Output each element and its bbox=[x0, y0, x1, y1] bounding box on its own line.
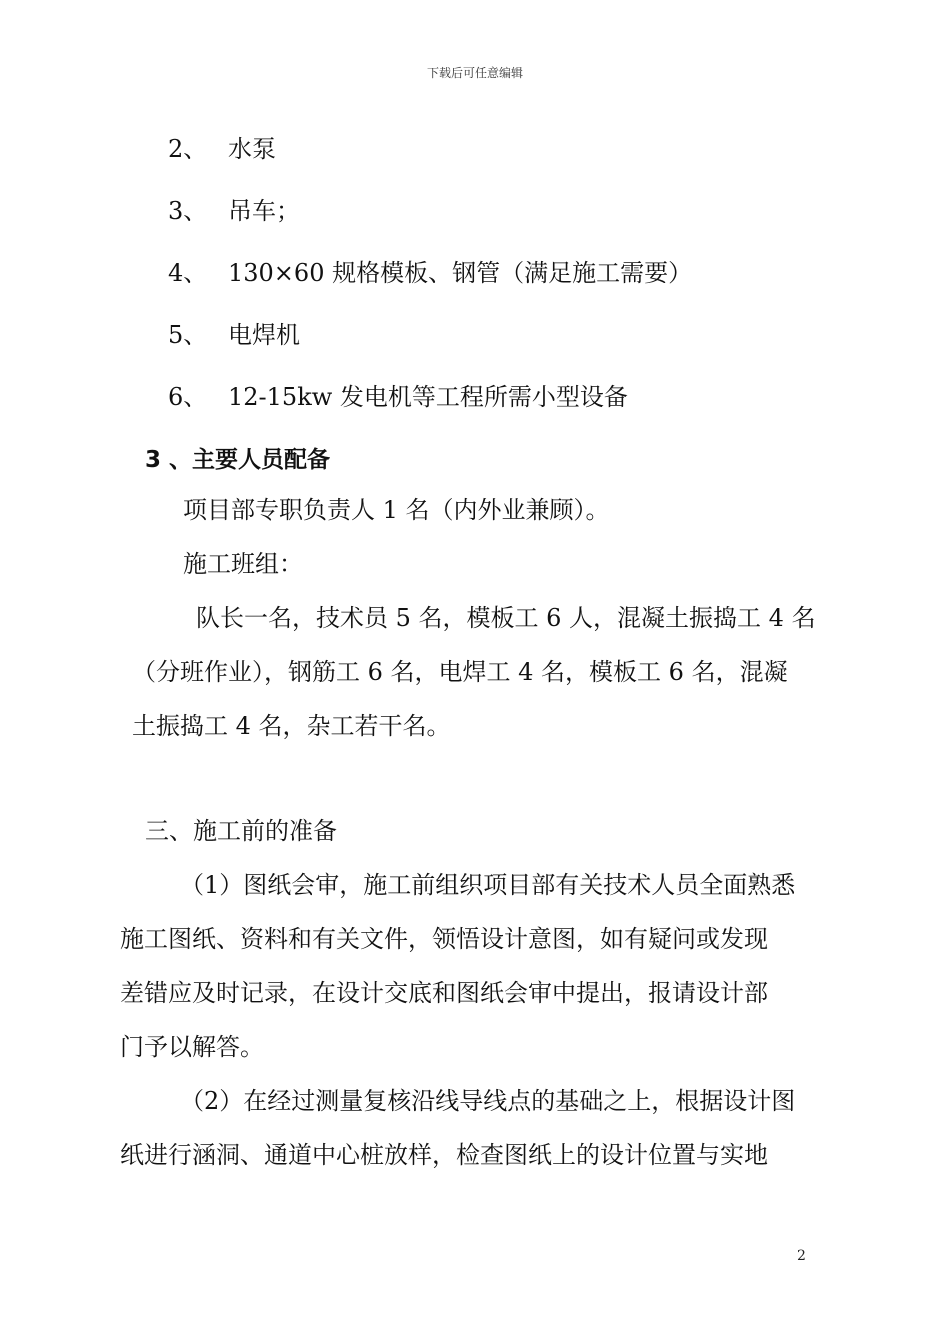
list-text: 130×60 规格模板、钢管（满足施工需要） bbox=[228, 259, 693, 287]
list-text: 电焊机 bbox=[228, 321, 300, 349]
paragraph: 项目部专职负责人 1 名（内外业兼顾）。 bbox=[183, 496, 610, 524]
list-number: 5、 bbox=[168, 321, 208, 349]
page-number: 2 bbox=[797, 1248, 806, 1264]
paragraph-line: 纸进行涵洞、通道中心桩放样，检查图纸上的设计位置与实地 bbox=[120, 1141, 768, 1169]
list-number: 3、 bbox=[168, 197, 208, 225]
list-text: 吊车； bbox=[228, 197, 300, 225]
paragraph: 施工班组： bbox=[183, 550, 303, 578]
list-text: 水泵 bbox=[228, 135, 276, 163]
paragraph-line: 土振捣工 4 名，杂工若干名。 bbox=[132, 712, 451, 740]
list-number: 6、 bbox=[168, 383, 208, 411]
paragraph-line: 门予以解答。 bbox=[120, 1033, 264, 1061]
paragraph-line: 差错应及时记录，在设计交底和图纸会审中提出，报请设计部 bbox=[120, 979, 768, 1007]
list-number: 2、 bbox=[168, 135, 208, 163]
list-text: 12-15kw 发电机等工程所需小型设备 bbox=[228, 383, 628, 411]
paragraph-line: 队长一名，技术员 5 名，模板工 6 人，混凝土振捣工 4 名 bbox=[196, 604, 816, 632]
section-heading: 三、施工前的准备 bbox=[145, 817, 337, 845]
list-number: 4、 bbox=[168, 259, 208, 287]
paragraph-line: （分班作业），钢筋工 6 名，电焊工 4 名，模板工 6 名，混凝 bbox=[132, 658, 788, 686]
section-heading: 3 、主要人员配备 bbox=[145, 447, 331, 473]
paragraph-line: （2）在经过测量复核沿线导线点的基础之上，根据设计图 bbox=[180, 1087, 796, 1115]
paragraph-line: （1）图纸会审，施工前组织项目部有关技术人员全面熟悉 bbox=[180, 871, 796, 899]
paragraph-line: 施工图纸、资料和有关文件，领悟设计意图，如有疑问或发现 bbox=[120, 925, 768, 953]
page-header: 下载后可任意编辑 bbox=[426, 66, 523, 80]
